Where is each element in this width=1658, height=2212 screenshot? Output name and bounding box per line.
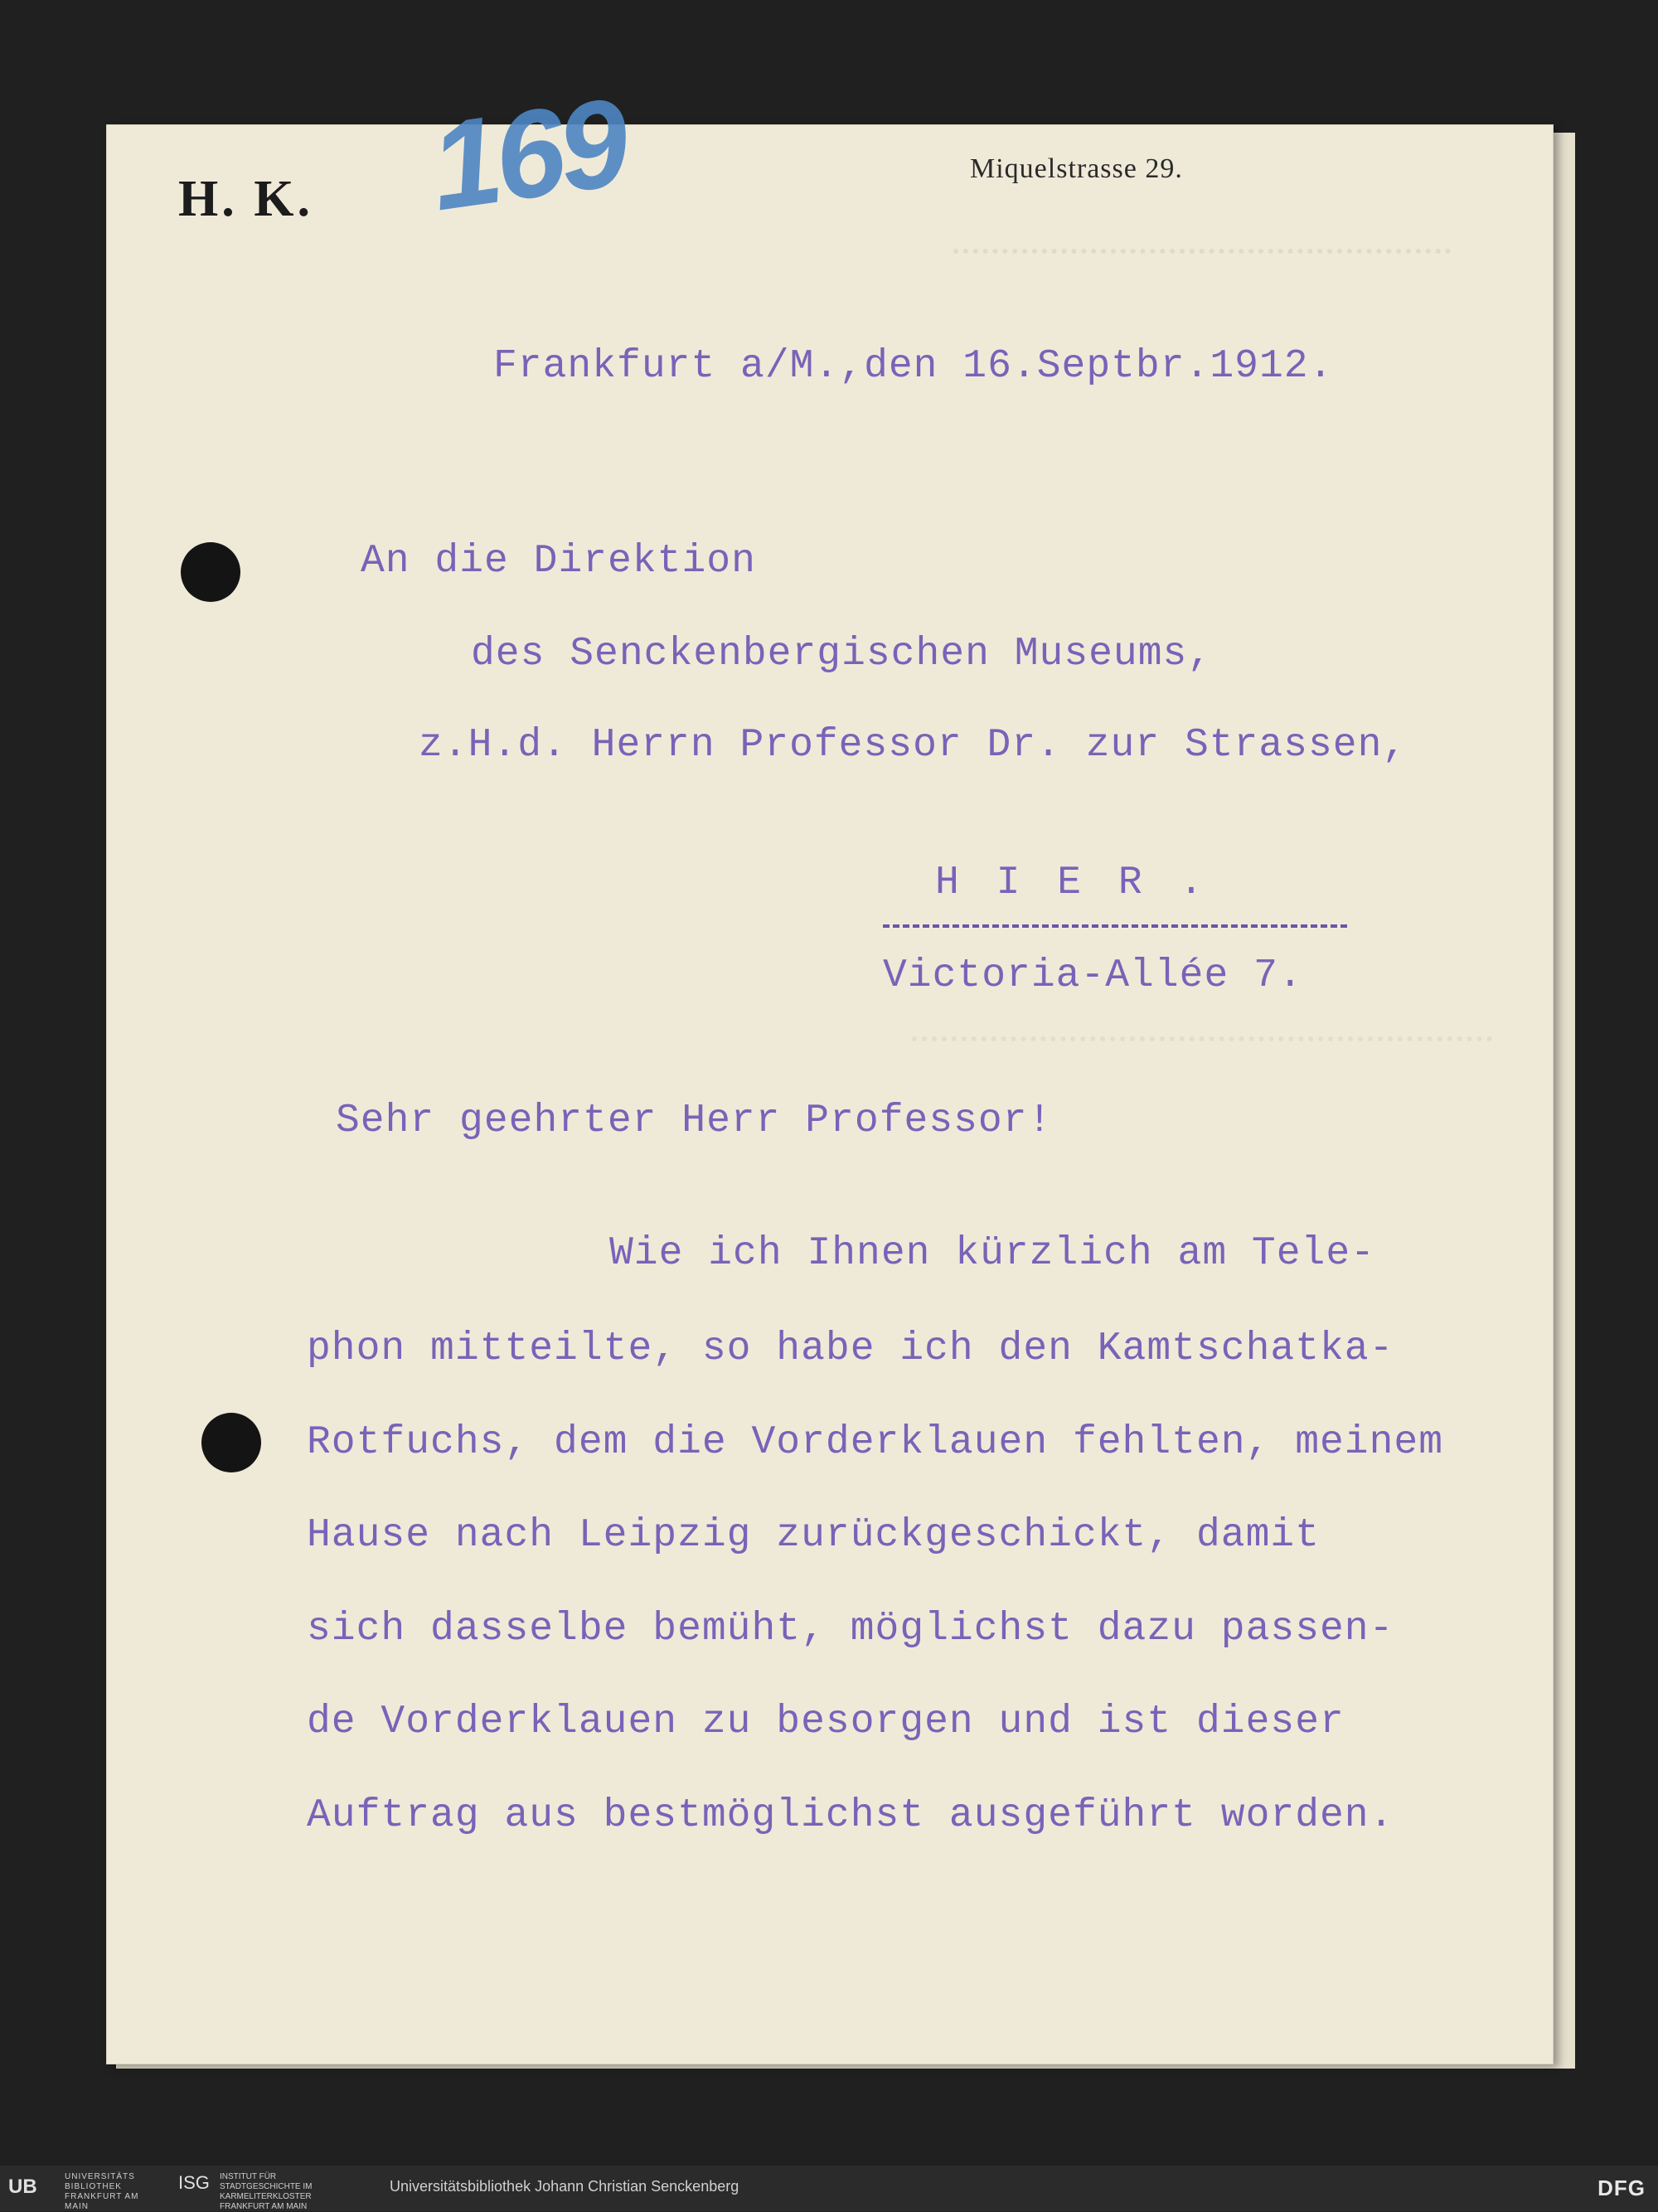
dfg-logo: DFG [1597,2176,1646,2200]
ub-logo-text: UNIVERSITÄTS BIBLIOTHEK FRANKFURT AM MAIN [65,2172,139,2211]
institute-logo-text: INSTITUT FÜR STADTGESCHICHTE IM KARMELITERKLOSTER FRANKFURT AM MAIN [220,2172,313,2211]
recipient-line-1: An die Direktion [361,539,756,584]
letter-sheet [106,124,1554,2064]
recipient-line-3: z.H.d. Herrn Professor Dr. zur Strassen, [419,723,1408,768]
recipient-place: H I E R . [935,861,1210,905]
footer-bar [0,2166,1658,2211]
body-line: Hause nach Leipzig zurückgeschickt, damit [307,1513,1320,1558]
bleed-through [953,249,1451,270]
archive-number: 169 [422,71,633,237]
salutation: Sehr geehrter Herr Professor! [336,1099,1053,1143]
recipient-line-2: des Senckenbergischen Museums, [471,632,1213,677]
date-line: Frankfurt a/M.,den 16.Septbr.1912. [493,344,1334,389]
body-line: de Vorderklauen zu besorgen und ist dieser [307,1700,1345,1744]
body-line: phon mitteilte, so habe ich den Kamtschatka- [307,1327,1394,1371]
bleed-through [912,1036,1492,1058]
punch-hole-top [181,542,240,602]
body-line: Wie ich Ihnen kürzlich am Tele- [609,1231,1375,1276]
recipient-street: Victoria-Allée 7. [883,953,1303,998]
body-line: sich dasselbe bemüht, möglichst dazu passen- [307,1607,1394,1652]
place-underline [883,924,1347,928]
letterhead-address: Miquelstrasse 29. [970,153,1183,184]
sender-initials: H. K. [178,171,313,227]
body-line: Rotfuchs, dem die Vorderklauen fehlten, meinem [307,1420,1444,1465]
ub-logo: UB [8,2176,37,2198]
body-line: Auftrag aus bestmöglichst ausgeführt worden. [307,1793,1394,1838]
library-name: Universitätsbibliothek Johann Christian Senckenberg [390,2178,739,2195]
institute-logo: ISG [178,2172,210,2193]
punch-hole-bottom [201,1413,261,1472]
